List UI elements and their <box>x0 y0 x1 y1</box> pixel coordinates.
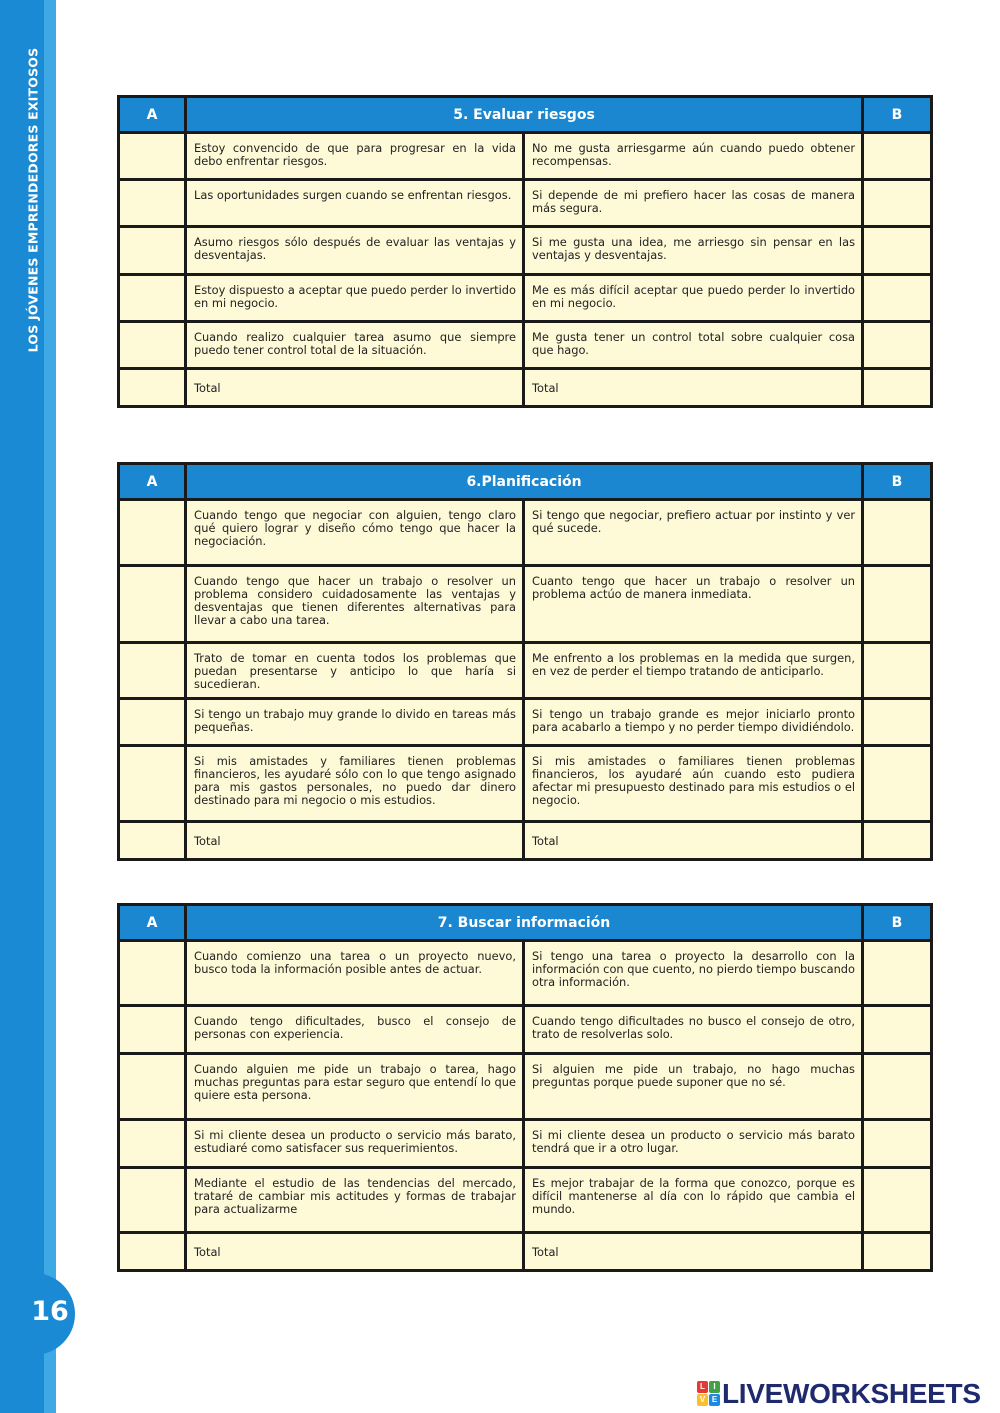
column-b-header: B <box>863 464 932 500</box>
answer-box-a[interactable] <box>119 1168 186 1233</box>
answer-box-a[interactable] <box>119 1006 186 1054</box>
logo-text: LIVEWORKSHEETS <box>722 1378 981 1409</box>
table-row <box>119 699 932 746</box>
total-box-a[interactable] <box>119 1233 186 1271</box>
table-row <box>119 322 932 369</box>
answer-box-b[interactable] <box>863 1168 932 1233</box>
table-row <box>119 275 932 322</box>
statement-b: Es mejor trabajar de la forma que conozco, porque es difícil mantenerse al día con lo rápido que cambia el mundo. <box>524 1168 863 1233</box>
table-row <box>119 1054 932 1120</box>
answer-box-b[interactable] <box>863 500 932 566</box>
statement-a: Cuando alguien me pide un trabajo o tarea, hago muchas preguntas para estar seguro que entendí lo que quiere esta persona. <box>186 1054 524 1120</box>
total-label-b: Total <box>524 369 863 407</box>
statement-a: Las oportunidades surgen cuando se enfrentan riesgos. <box>186 180 524 227</box>
statement-b: Me es más difícil aceptar que puedo perder lo invertido en mi negocio. <box>524 275 863 322</box>
total-box-b[interactable] <box>863 369 932 407</box>
answer-box-b[interactable] <box>863 566 932 643</box>
answer-box-a[interactable] <box>119 941 186 1006</box>
column-a-header: A <box>119 905 186 941</box>
statement-a: Mediante el estudio de las tendencias del mercado, trataré de cambiar mis actitudes y formas de trabajar para actualizarme <box>186 1168 524 1233</box>
statement-b: Cuanto tengo que hacer un trabajo o resolver un problema actúo de manera inmediata. <box>524 566 863 643</box>
sidebar-edge <box>44 0 56 1413</box>
logo-blocks-icon <box>697 1381 721 1407</box>
answer-box-b[interactable] <box>863 180 932 227</box>
statement-a: Cuando realizo cualquier tarea asumo que siempre puedo tener control total de la situación. <box>186 322 524 369</box>
table-title: 6.Planificación <box>186 464 863 500</box>
table-evaluar-riesgos <box>117 95 933 408</box>
statement-b: Me gusta tener un control total sobre cualquier cosa que hago. <box>524 322 863 369</box>
answer-box-b[interactable] <box>863 1006 932 1054</box>
statement-a: Estoy convencido de que para progresar en la vida debo enfrentar riesgos. <box>186 133 524 180</box>
answer-box-a[interactable] <box>119 133 186 180</box>
total-box-a[interactable] <box>119 822 186 860</box>
statement-b: Si me gusta una idea, me arriesgo sin pensar en las ventajas y desventajas. <box>524 227 863 275</box>
table-title: 7. Buscar información <box>186 905 863 941</box>
statement-a: Trato de tomar en cuenta todos los problemas que puedan presentarse y anticipo lo que haría si sucedieran. <box>186 643 524 699</box>
statement-a: Estoy dispuesto a aceptar que puedo perder lo invertido en mi negocio. <box>186 275 524 322</box>
answer-box-a[interactable] <box>119 322 186 369</box>
total-label-a: Total <box>186 369 524 407</box>
statement-b: Si mis amistades o familiares tienen problemas financieros, los ayudaré aún cuando esto pudiera afectar mi presupuesto destinado para mis estudios o el negocio. <box>524 746 863 822</box>
answer-box-b[interactable] <box>863 699 932 746</box>
table-row <box>119 643 932 699</box>
answer-box-b[interactable] <box>863 275 932 322</box>
answer-box-a[interactable] <box>119 746 186 822</box>
table-row <box>119 941 932 1006</box>
table-title: 5. Evaluar riesgos <box>186 97 863 133</box>
table-row <box>119 746 932 822</box>
table-buscar-informacion <box>117 903 933 1272</box>
total-label-b: Total <box>524 822 863 860</box>
table-planificacion <box>117 462 933 861</box>
statement-a: Cuando comienzo una tarea o un proyecto nuevo, busco toda la información posible antes de actuar. <box>186 941 524 1006</box>
statement-b: Si mi cliente desea un producto o servicio más barato tendrá que ir a otro lugar. <box>524 1120 863 1168</box>
answer-box-a[interactable] <box>119 1054 186 1120</box>
statement-a: Asumo riesgos sólo después de evaluar las ventajas y desventajas. <box>186 227 524 275</box>
answer-box-a[interactable] <box>119 180 186 227</box>
table-row <box>119 180 932 227</box>
statement-a: Cuando tengo que hacer un trabajo o resolver un problema considero cuidadosamente las ventajas y desventajas que tienen diferentes alternativas para llevar a cabo una tarea. <box>186 566 524 643</box>
statement-b: Cuando tengo dificultades no busco el consejo de otro, trato de resolverlas solo. <box>524 1006 863 1054</box>
table-row <box>119 227 932 275</box>
statement-b: No me gusta arriesgarme aún cuando puedo obtener recompensas. <box>524 133 863 180</box>
total-label-a: Total <box>186 822 524 860</box>
logo-letter-l: L <box>697 1381 708 1393</box>
statement-a: Si mis amistades y familiares tienen problemas financieros, les ayudaré sólo con lo que tengo asignado para mis gastos personales, no puedo dar dinero destinado para mi negocio o mis estudios. <box>186 746 524 822</box>
answer-box-b[interactable] <box>863 133 932 180</box>
answer-box-a[interactable] <box>119 275 186 322</box>
total-row <box>119 1233 932 1271</box>
logo-letter-v: V <box>697 1394 708 1406</box>
statement-a: Si mi cliente desea un producto o servicio más barato, estudiaré como satisfacer sus requerimientos. <box>186 1120 524 1168</box>
answer-box-a[interactable] <box>119 699 186 746</box>
column-b-header: B <box>863 97 932 133</box>
statement-b: Si alguien me pide un trabajo, no hago muchas preguntas porque puede suponer que no sé. <box>524 1054 863 1120</box>
table-row <box>119 566 932 643</box>
statement-b: Si depende de mi prefiero hacer las cosas de manera más segura. <box>524 180 863 227</box>
answer-box-b[interactable] <box>863 322 932 369</box>
statement-b: Si tengo un trabajo grande es mejor iniciarlo pronto para acabarlo a tiempo y no perder tiempo dividiéndolo. <box>524 699 863 746</box>
table-row <box>119 1006 932 1054</box>
total-row <box>119 822 932 860</box>
total-row <box>119 369 932 407</box>
table-row <box>119 500 932 566</box>
answer-box-b[interactable] <box>863 1054 932 1120</box>
answer-box-b[interactable] <box>863 227 932 275</box>
statement-a: Si tengo un trabajo muy grande lo divido en tareas más pequeñas. <box>186 699 524 746</box>
statement-a: Cuando tengo que negociar con alguien, tengo claro qué quiero lograr y diseño cómo tengo que hacer la negociación. <box>186 500 524 566</box>
answer-box-a[interactable] <box>119 643 186 699</box>
total-box-a[interactable] <box>119 369 186 407</box>
column-b-header: B <box>863 905 932 941</box>
statement-b: Si tengo que negociar, prefiero actuar por instinto y ver qué sucede. <box>524 500 863 566</box>
table-row <box>119 1168 932 1233</box>
answer-box-a[interactable] <box>119 1120 186 1168</box>
answer-box-b[interactable] <box>863 1120 932 1168</box>
answer-box-b[interactable] <box>863 941 932 1006</box>
total-box-b[interactable] <box>863 1233 932 1271</box>
answer-box-b[interactable] <box>863 643 932 699</box>
total-box-b[interactable] <box>863 822 932 860</box>
answer-box-a[interactable] <box>119 566 186 643</box>
book-title: LOS JÓVENES EMPRENDEDORES EXITOSOS <box>25 47 41 353</box>
statement-b: Me enfrento a los problemas en la medida que surgen, en vez de perder el tiempo tratando de anticiparlo. <box>524 643 863 699</box>
answer-box-a[interactable] <box>119 500 186 566</box>
logo-letter-e: E <box>709 1394 720 1406</box>
page-number: 16 <box>31 1296 69 1327</box>
total-label-b: Total <box>524 1233 863 1271</box>
table-row <box>119 133 932 180</box>
table-row <box>119 1120 932 1168</box>
column-a-header: A <box>119 97 186 133</box>
column-a-header: A <box>119 464 186 500</box>
statement-a: Cuando tengo dificultades, busco el consejo de personas con experiencia. <box>186 1006 524 1054</box>
statement-b: Si tengo una tarea o proyecto la desarrollo con la información con que cuento, no pierdo tiempo buscando otra información. <box>524 941 863 1006</box>
logo-letter-i: I <box>709 1381 720 1393</box>
total-label-a: Total <box>186 1233 524 1271</box>
answer-box-b[interactable] <box>863 746 932 822</box>
answer-box-a[interactable] <box>119 227 186 275</box>
